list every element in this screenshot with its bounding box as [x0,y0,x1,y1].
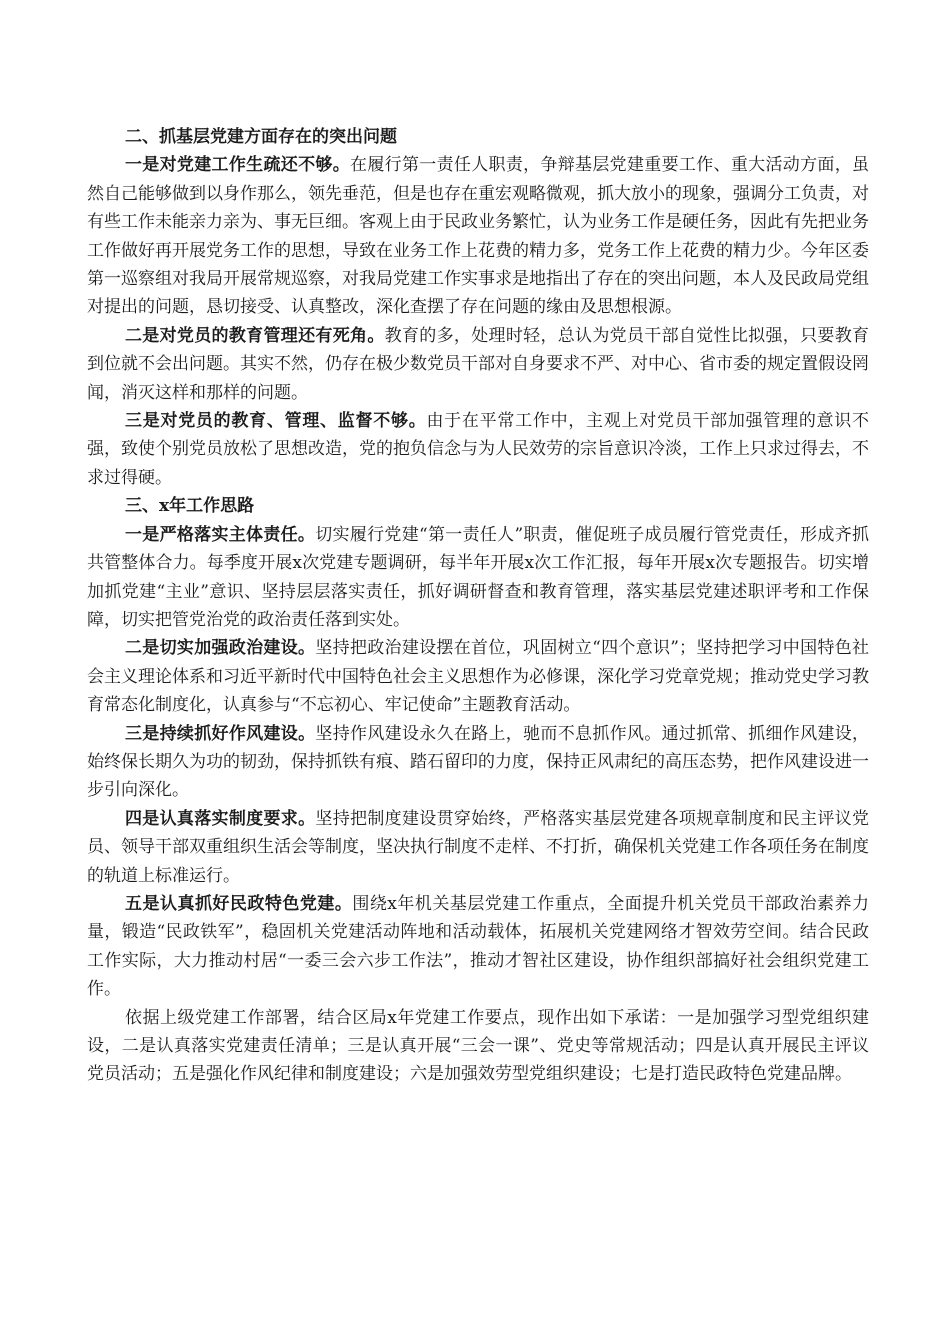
paragraph-lead: 四是认真落实制度要求。 [125,808,316,829]
closing-paragraph: 依据上级党建工作部署，结合区局x年党建工作要点，现作出如下承诺：一是加强学习型党组织建设，二是认真落实党建责任清单；三是认真开展“三会一课”、党史等常规活动；四是认真开展民主评议党员活动；五是强化作风纪律和制度建设；六是加强效劳型党组织建设；七是打造民政特色党建品牌。 [87,1007,869,1085]
paragraph-text: 坚持作风建设永久在路上，驰而不息抓作风。通过抓常、抓细作风建设，始终保长期久为功的韧劲，保持抓铁有痕、踏石留印的力度，保持正风肃纪的高压态势，把作风建设进一步引向深化。 [87,723,870,801]
section-2-paragraph-2 [87,322,869,407]
paragraph-lead: 三是对党员的教育、管理、监督不够。 [125,411,427,432]
section-3-paragraph-5 [87,890,869,1004]
paragraph-text: 教育的多，处理时轻，总认为党员干部自觉性比拟强，只要教育到位就不会出问题。其实不然，仍存在极少数党员干部对自身要求不严、对中心、省市委的规定置假设罔闻，消灭这样和那样的问题。 [87,325,870,403]
section-3-paragraph-4 [87,805,869,890]
paragraph-text: 切实履行党建“第一责任人”职责，催促班子成员履行管党责任，形成齐抓共管整体合力。每季度开展x次党建专题调研，每半年开展x次工作汇报，每年开展x次专题报告。切实增加抓党建“主业”意识、坚持层层落实责任，抓好调研督查和教育管理，落实基层党建述职评考和工作保障，切实把管党治党的政治责任落到实处。 [87,524,869,630]
section-3-heading: 三、x年工作思路 [125,496,255,517]
section-2-heading: 二、抓基层党建方面存在的突出问题 [125,127,397,147]
paragraph-text: 由于在平常工作中，主观上对党员干部加强管理的意识不强，致使个别党员放松了思想改造，党的抱负信念与为人民效劳的宗旨意识冷淡，工作上只求过得去，不求过得硬。 [87,411,870,488]
section-3-paragraph-2 [87,634,869,719]
section-2-paragraph-1 [87,151,869,321]
paragraph-text: 围绕x年机关基层党建工作重点，全面提升机关党员干部政治素养力量，锻造“民政铁军”，稳固机关党建活动阵地和活动载体，拓展机关党建网络才智效劳空间。结合民政工作实际，大力推动村居“一委三会六步工作法”，推动才智社区建设，协作组织部搞好社会组织党建工作。 [87,893,870,1000]
paragraph-lead: 二是切实加强政治建设。 [125,638,316,659]
paragraph-lead: 一是严格落实主体责任。 [125,524,316,545]
document-page [87,123,869,1089]
paragraph-lead: 五是认真抓好民政特色党建。 [125,893,353,914]
paragraph-text: 在履行第一责任人职责，争辩基层党建重要工作、重大活动方面，虽然自己能够做到以身作那么，领先垂范，但是也存在重宏观略微观，抓大放小的现象，强调分工负责，对有些工作未能亲力亲为、事无巨细。客观上由于民政业务繁忙，认为业务工作是硬任务，因此有先把业务工作做好再开展党务工作的思想，导致在业务工作上花费的精力多，党务工作上花费的精力少。今年区委第一巡察组对我局开展常规巡察，对我局党建工作实事求是地指出了存在的突出问题，本人及民政局党组对提出的问题，恳切接受、认真整改，深化查摆了存在问题的缘由及思想根源。 [87,155,870,318]
section-3-paragraph-1 [87,521,869,635]
paragraph-lead: 三是持续抓好作风建设。 [125,723,316,744]
section-3-paragraph-3 [87,720,869,805]
section-2-paragraph-3 [87,407,869,492]
paragraph-lead: 二是对党员的教育管理还有死角。 [125,325,385,346]
paragraph-text: 坚持把制度建设贯穿始终，严格落实基层党建各项规章制度和民主评议党员、领导干部双重组织生活会等制度，坚决执行制度不走样、不打折，确保机关党建工作各项任务在制度的轨道上标准运行。 [87,808,870,886]
paragraph-lead: 一是对党建工作生疏还不够。 [125,155,351,176]
paragraph-text: 坚持把政治建设摆在首位，巩固树立“四个意识”；坚持把学习中国特色社会主义理论体系和习近平新时代中国特色社会主义思想作为必修课，深化学习党章党规；推动党史学习教育常态化制度化，认真参与“不忘初心、牢记使命”主题教育活动。 [87,638,869,716]
